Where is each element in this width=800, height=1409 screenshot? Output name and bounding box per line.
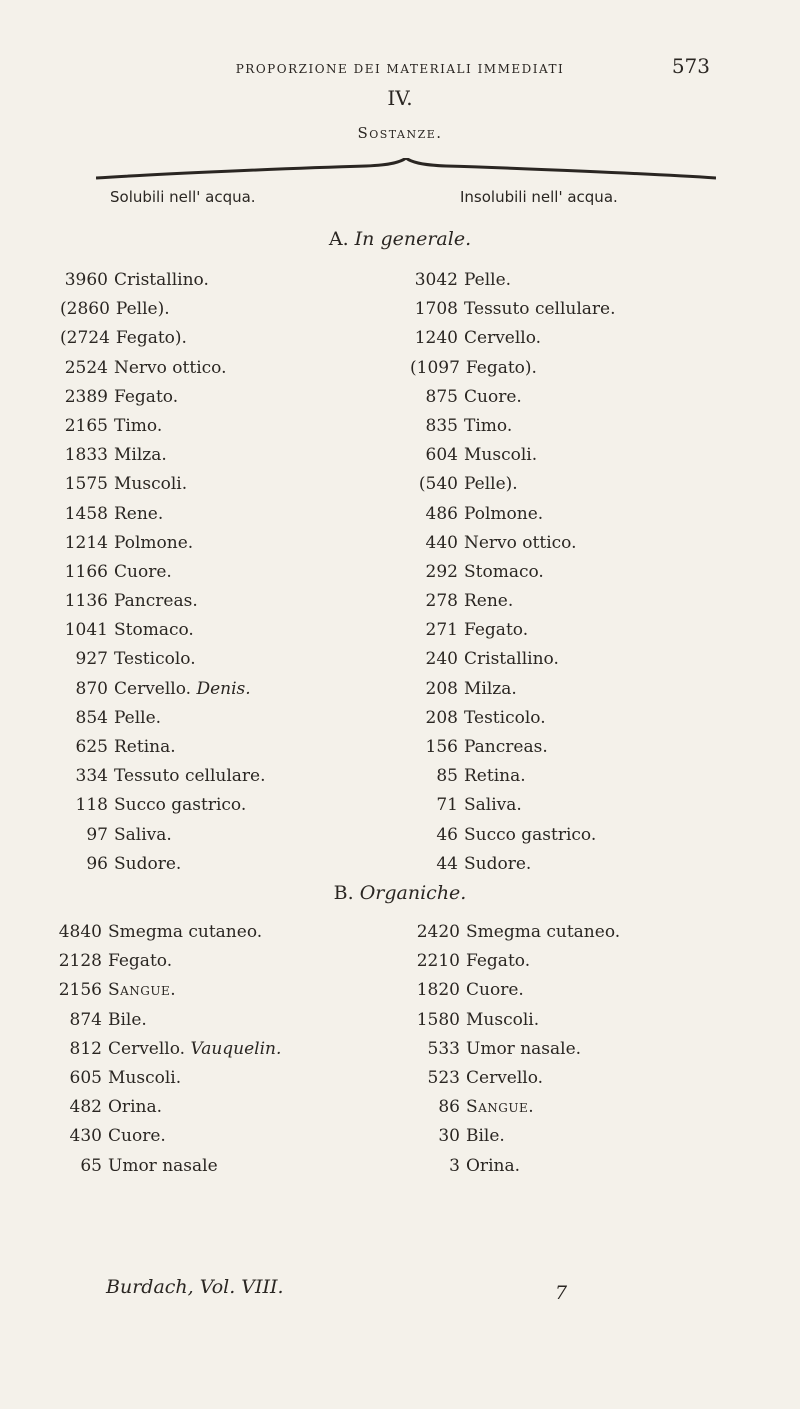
list-a-insoluble (410, 266, 616, 879)
entry-label: Orina. (466, 1155, 520, 1176)
entry-label: Saliva. (114, 824, 172, 845)
entry-label: Muscoli. (464, 445, 538, 466)
entry-value: 604 (425, 445, 458, 466)
section-title: Sostanze. (357, 124, 443, 142)
list-item (410, 918, 620, 947)
list-item (410, 616, 616, 645)
list-item (52, 947, 281, 976)
entry-value: 2389 (64, 386, 108, 407)
entry-label: Pelle). (115, 299, 170, 320)
list-item (410, 470, 616, 499)
list-item (410, 733, 616, 762)
entry-value: 854 (75, 707, 108, 728)
list-item (410, 791, 616, 820)
subsection-a-title: In generale. (354, 228, 472, 250)
entry-value: 1240 (414, 328, 458, 349)
entry-label: Stomaco. (114, 620, 194, 641)
list-item (60, 441, 266, 470)
entry-value: 44 (436, 853, 458, 874)
list-item (52, 1093, 281, 1122)
entry-label: Umor nasale (108, 1155, 218, 1176)
list-item (60, 266, 266, 295)
entry-value: 4840 (58, 922, 102, 942)
entry-value: 118 (75, 795, 108, 816)
list-item (60, 645, 266, 674)
list-item (410, 500, 616, 529)
entry-label: Smegma cutaneo. (466, 922, 621, 942)
entry-value: 1833 (64, 445, 108, 466)
list-item (60, 324, 266, 353)
entry-author: Denis. (196, 678, 251, 699)
list-item (60, 704, 266, 733)
entry-label: Muscoli. (466, 1009, 540, 1030)
entry-label: Cervello. (464, 328, 542, 349)
entry-value: 523 (427, 1067, 460, 1088)
page-mark: 7 (555, 1282, 568, 1304)
list-item (60, 850, 266, 879)
entry-label: Pancreas. (464, 737, 548, 757)
entry-label: Cuore. (464, 386, 522, 407)
entry-label: Orina. (108, 1097, 162, 1118)
entry-label: Cristallino. (114, 270, 209, 290)
list-item (410, 324, 616, 353)
entry-value: 870 (75, 678, 108, 699)
entry-label: Cervello. (108, 1038, 186, 1059)
list-item (410, 675, 616, 704)
list-item (60, 762, 266, 791)
list-item (60, 470, 266, 499)
list-a-soluble (60, 266, 266, 879)
entry-label: Nervo ottico. (114, 357, 227, 378)
list-item (410, 529, 616, 558)
entry-label: Fegato. (464, 620, 529, 641)
list-item (410, 762, 616, 791)
entry-value: 97 (86, 824, 108, 845)
list-item (410, 645, 616, 674)
entry-label: Fegato. (114, 386, 179, 407)
entry-label: Testicolo. (114, 649, 196, 670)
entry-value: 278 (425, 591, 458, 612)
running-title: PROPORZIONE DEI MATERIALI IMMEDIATI (235, 62, 565, 76)
entry-label: Tessuto cellulare. (464, 299, 616, 320)
list-item (60, 412, 266, 441)
list-item (60, 558, 266, 587)
entry-label: Retina. (114, 737, 176, 757)
entry-value: 2165 (64, 415, 108, 436)
entry-label: Pelle. (114, 707, 162, 728)
entry-value: 156 (425, 737, 458, 757)
entry-label: Fegato. (108, 951, 173, 972)
list-item (52, 1064, 281, 1093)
entry-value: (2724 (60, 328, 110, 349)
entry-label: Fegato). (115, 328, 187, 349)
entry-value: 1166 (64, 561, 108, 582)
entry-value: 812 (69, 1038, 102, 1059)
entry-value: 30 (438, 1126, 460, 1147)
entry-label: Rene. (114, 503, 164, 524)
list-item (410, 266, 616, 295)
entry-label: Sangue. (108, 980, 177, 1001)
list-item (52, 918, 281, 947)
list-item (410, 441, 616, 470)
entry-value: (540 (418, 474, 458, 495)
entry-label: Sudore. (464, 853, 532, 874)
list-b-insoluble (410, 918, 620, 1181)
entry-value: 430 (69, 1126, 102, 1147)
list-item (410, 1122, 620, 1151)
entry-value: 2156 (58, 980, 102, 1001)
list-item (60, 354, 266, 383)
entry-label: Testicolo. (464, 707, 546, 728)
subsection-b-heading (0, 882, 800, 904)
column-head-insoluble: Insolubili nell' acqua. (460, 188, 618, 206)
entry-value: 334 (75, 766, 108, 787)
entry-label: Pancreas. (114, 591, 198, 612)
entry-value: 605 (69, 1067, 102, 1088)
entry-value: 2210 (416, 951, 460, 972)
entry-value: 1708 (414, 299, 458, 320)
entry-label: Muscoli. (108, 1067, 182, 1088)
entry-value: (1097 (410, 357, 460, 378)
list-item (52, 1152, 281, 1181)
list-item (60, 529, 266, 558)
list-item (410, 821, 616, 850)
subsection-a-heading (0, 228, 800, 250)
entry-label: Saliva. (464, 795, 522, 816)
entry-value: 1580 (416, 1009, 460, 1030)
entry-value: 65 (80, 1155, 102, 1176)
list-item (410, 354, 616, 383)
list-item (60, 791, 266, 820)
list-item (60, 821, 266, 850)
subsection-b-label: B. (333, 882, 354, 904)
entry-label: Succo gastrico. (114, 795, 247, 816)
entry-value: 625 (75, 737, 108, 757)
entry-value: 240 (425, 649, 458, 670)
entry-label: Retina. (464, 766, 526, 787)
entry-value: 2128 (58, 951, 102, 972)
list-item (410, 1152, 620, 1181)
entry-value: (2860 (60, 299, 110, 320)
entry-value: 46 (436, 824, 458, 845)
entry-label: Polmone. (114, 532, 194, 553)
entry-value: 1820 (416, 980, 460, 1001)
entry-label: Smegma cutaneo. (108, 922, 263, 942)
entry-value: 292 (425, 561, 458, 582)
entry-value: 1575 (64, 474, 108, 495)
column-head-soluble: Solubili nell' acqua. (110, 188, 256, 206)
entry-value: 1136 (64, 591, 108, 612)
list-item (410, 850, 616, 879)
entry-label: Milza. (464, 678, 517, 699)
entry-value: 835 (425, 415, 458, 436)
entry-label: Cristallino. (464, 649, 559, 670)
entry-value: 440 (425, 532, 458, 553)
list-item (52, 1006, 281, 1035)
list-item (60, 500, 266, 529)
list-item (410, 1035, 620, 1064)
entry-value: 3960 (64, 270, 108, 290)
subsection-b-title: Organiche. (359, 882, 467, 904)
page-number: 573 (671, 54, 710, 78)
list-item (52, 1035, 281, 1064)
entry-label: Cuore. (108, 1126, 166, 1147)
entry-value: 482 (69, 1097, 102, 1118)
list-item (60, 295, 266, 324)
list-item (60, 587, 266, 616)
entry-value: 71 (436, 795, 458, 816)
entry-label: Cuore. (466, 980, 524, 1001)
entry-value: 85 (436, 766, 458, 787)
entry-value: 208 (425, 678, 458, 699)
entry-label: Muscoli. (114, 474, 188, 495)
list-item (60, 675, 266, 704)
entry-value: 2524 (64, 357, 108, 378)
list-item (410, 295, 616, 324)
brace-divider (96, 158, 716, 180)
entry-value: 3 (449, 1155, 460, 1176)
list-item (410, 558, 616, 587)
entry-value: 533 (427, 1038, 460, 1059)
entry-label: Umor nasale. (466, 1038, 582, 1059)
entry-value: 3042 (414, 270, 458, 290)
entry-value: 927 (75, 649, 108, 670)
entry-label: Stomaco. (464, 561, 544, 582)
entry-label: Sudore. (114, 853, 182, 874)
entry-label: Tessuto cellulare. (114, 766, 266, 787)
signature: Burdach, Vol. VIII. (106, 1276, 284, 1298)
entry-label: Fegato. (466, 951, 531, 972)
entry-label: Cervello. (466, 1067, 544, 1088)
entry-value: 486 (425, 503, 458, 524)
entry-label: Cervello. (114, 678, 192, 699)
list-item (410, 412, 616, 441)
list-item (52, 976, 281, 1005)
entry-label: Rene. (464, 591, 514, 612)
entry-label: Milza. (114, 445, 167, 466)
entry-value: 271 (425, 620, 458, 641)
entry-value: 874 (69, 1009, 102, 1030)
entry-label: Cuore. (114, 561, 172, 582)
subsection-a-label: A. (328, 228, 349, 250)
entry-value: 96 (86, 853, 108, 874)
entry-value: 1041 (64, 620, 108, 641)
list-item (410, 947, 620, 976)
entry-value: 208 (425, 707, 458, 728)
entry-label: Nervo ottico. (464, 532, 577, 553)
entry-value: 86 (438, 1097, 460, 1118)
entry-label: Succo gastrico. (464, 824, 597, 845)
list-item (410, 587, 616, 616)
entry-label: Sangue. (466, 1097, 535, 1118)
entry-author: Vauquelin. (190, 1038, 282, 1059)
list-b-soluble (52, 918, 281, 1181)
list-item (60, 733, 266, 762)
entry-label: Fegato). (465, 357, 537, 378)
entry-label: Pelle. (464, 270, 512, 290)
list-item (410, 976, 620, 1005)
list-item (410, 1006, 620, 1035)
entry-label: Pelle). (464, 474, 518, 495)
list-item (410, 383, 616, 412)
list-item (60, 383, 266, 412)
entry-label: Timo. (114, 415, 163, 436)
list-item (410, 704, 616, 733)
list-item (410, 1093, 620, 1122)
entry-value: 1458 (64, 503, 108, 524)
entry-value: 1214 (64, 532, 108, 553)
section-number: IV. (387, 86, 413, 110)
entry-label: Bile. (466, 1126, 505, 1147)
entry-label: Bile. (108, 1009, 147, 1030)
list-item (410, 1064, 620, 1093)
entry-label: Timo. (464, 415, 513, 436)
list-item (60, 616, 266, 645)
entry-label: Polmone. (464, 503, 544, 524)
list-item (52, 1122, 281, 1151)
entry-value: 2420 (416, 922, 460, 942)
entry-value: 875 (425, 386, 458, 407)
